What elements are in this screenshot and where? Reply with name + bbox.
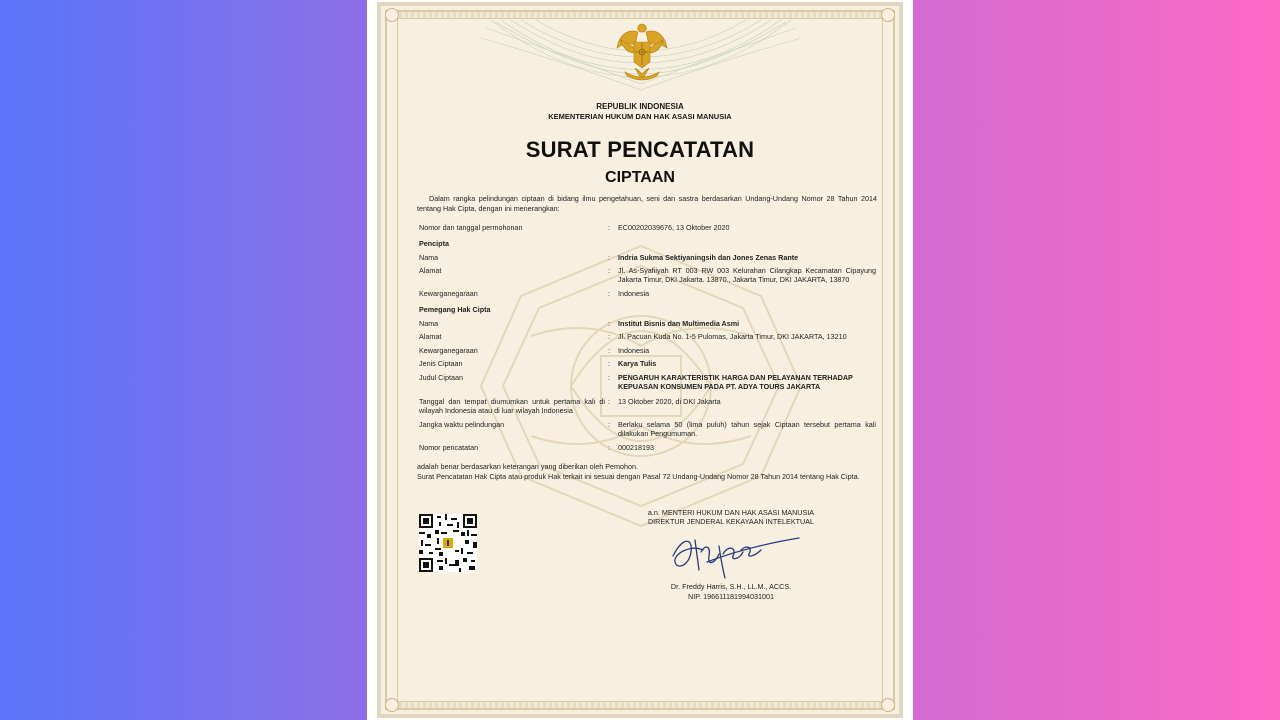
creator-address-value: Jl. As-Syafiiyah RT 003 RW 003 Kelurahan Cilangkap Kecamatan Cipayung Jakarta Timur, DKI Jakarta. 13870., Jakarta Timur, DKI JAKARTA, 13870	[618, 266, 876, 284]
registration-number-value: 000218193	[618, 443, 654, 452]
announcement-value: 13 Oktober 2020, di DKI Jakarta	[618, 397, 721, 406]
creator-heading: Pencipta	[419, 239, 449, 248]
creator-nationality-label: Kewarganegaraan	[419, 289, 478, 298]
header-republic: REPUBLIK INDONESIA	[596, 102, 684, 111]
holder-address-value: Jl. Pacuan Kuda No. 1-5 Pulomas, Jakarta Timur, DKI JAKARTA, 13210	[618, 332, 847, 341]
signatory-line-1: a.n. MENTERI HUKUM DAN HAK ASASI MANUSIA	[647, 508, 815, 517]
signer-name: Dr. Freddy Harris, S.H., LL.M., ACCS.	[670, 582, 792, 591]
colon: :	[608, 397, 610, 406]
holder-nationality-label: Kewarganegaraan	[419, 346, 478, 355]
creator-address-label: Alamat	[419, 266, 442, 275]
announcement-label: Tanggal dan tempat diumumkan untuk pertama kali di wilayah Indonesia atau di luar wilayah Indonesia	[419, 397, 605, 415]
application-value: EC00202039676, 13 Oktober 2020	[618, 223, 730, 232]
signatory-line-2: DIREKTUR JENDERAL KEKAYAAN INTELEKTUAL	[647, 516, 814, 526]
signatory-title	[631, 509, 831, 526]
document-viewer-page	[367, 0, 913, 720]
qr-code-icon	[419, 513, 477, 573]
work-type-label: Jenis Ciptaan	[419, 359, 463, 368]
colon: :	[608, 346, 610, 355]
creator-nationality-value: Indonesia	[618, 289, 650, 298]
certificate-paper	[377, 2, 903, 718]
colon: :	[608, 253, 610, 262]
protection-period-value: Berlaku selama 50 (lima puluh) tahun sejak Ciptaan tersebut pertama kali dilakukan Pengumuman.	[618, 420, 876, 438]
colon: :	[608, 319, 610, 328]
colon: :	[608, 359, 610, 368]
colon: :	[608, 266, 610, 275]
colon: :	[608, 289, 610, 298]
holder-heading: Pemegang Hak Cipta	[419, 305, 491, 314]
colon: :	[608, 332, 610, 341]
holder-address-label: Alamat	[419, 332, 442, 341]
creator-name-label: Nama	[419, 253, 439, 262]
work-title-label: Judul Ciptaan	[419, 373, 463, 382]
header-ministry: KEMENTERIAN HUKUM DAN HAK ASASI MANUSIA	[548, 112, 732, 121]
registration-number-label: Nomor pencatatan	[419, 443, 479, 452]
intro-paragraph: Dalam rangka pelindungan ciptaan di bidang ilmu pengetahuan, seni dan sastra berdasarkan Undang-Undang Nomor 28 Tahun 2014 tentang Hak Cipta, dengan ini menerangkan:	[417, 194, 877, 213]
document-subtitle: CIPTAAN	[605, 169, 675, 186]
application-label: Nomor dan tanggal permohonan	[419, 223, 523, 232]
holder-name-value: Institut Bisnis dan Multimedia Asmi	[618, 319, 740, 328]
creator-name-value: Indria Sukma Sektiyaningsih dan Jones Zenas Rante	[618, 253, 799, 262]
closing-line-2: Surat Pencatatan Hak Cipta atau produk Hak terkait ini sesuai dengan Pasal 72 Undang-Undang Nomor 28 Tahun 2014 tentang Hak Cipta.	[417, 471, 860, 481]
protection-period-label: Jangka waktu pelindungan	[419, 420, 505, 429]
work-type-value: Karya Tulis	[618, 359, 657, 368]
signer-details	[631, 582, 831, 601]
closing-statement	[417, 462, 887, 481]
document-title: SURAT PENCATATAN	[525, 137, 755, 162]
colon: :	[608, 443, 610, 452]
colon: :	[608, 420, 610, 429]
holder-name-label: Nama	[419, 319, 439, 328]
closing-line-1: adalah benar berdasarkan keterangan yang diberikan oleh Pemohon.	[417, 462, 638, 471]
signer-nip: NIP. 196611181994031001	[688, 591, 774, 601]
colon: :	[608, 223, 610, 232]
certificate-details	[381, 6, 899, 714]
holder-nationality-value: Indonesia	[618, 346, 650, 355]
handwritten-signature	[663, 526, 803, 582]
colon: :	[608, 373, 610, 382]
work-title-value: PENGARUH KARAKTERISTIK HARGA DAN PELAYANAN TERHADAP KEPUASAN KONSUMEN PADA PT. ADYA TOURS JAKARTA	[618, 373, 853, 391]
